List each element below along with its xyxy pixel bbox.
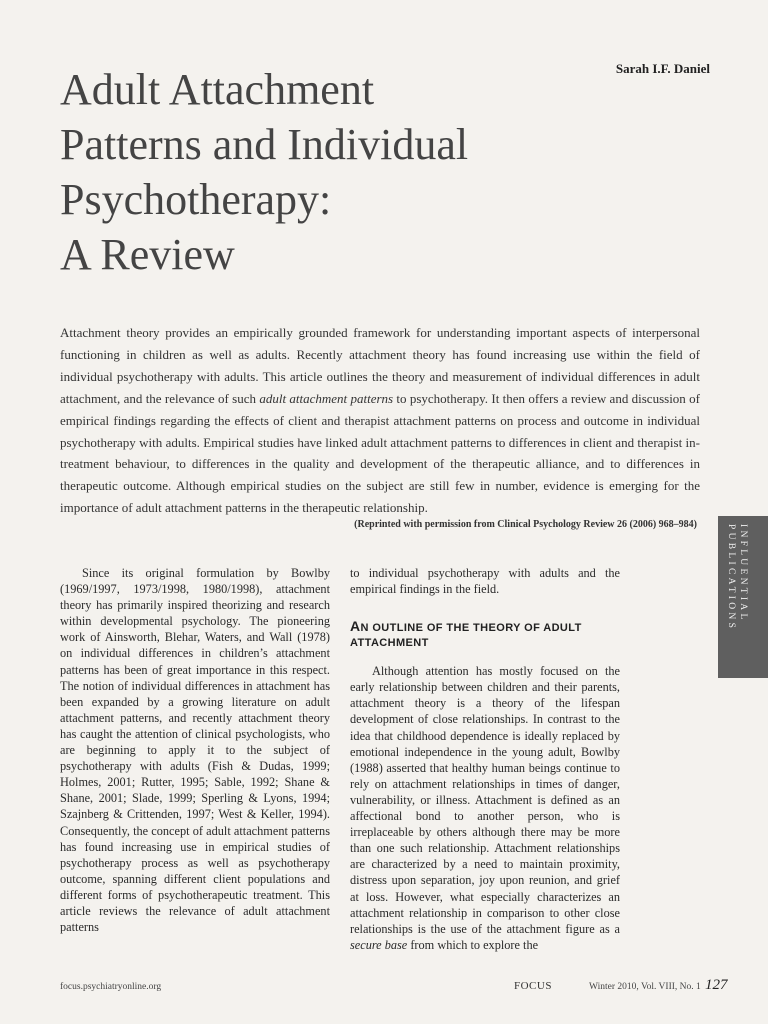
title-line-4: A Review (60, 230, 235, 279)
title-line-3: Psychotherapy: (60, 175, 332, 224)
section-heading-text: N OUTLINE OF THE THEORY OF ADULT ATTACHMENT (350, 622, 582, 650)
section-heading-initial: A (350, 618, 361, 635)
intro-paragraph: Since its original formulation by Bowlby (1969/1997, 1973/1998, 1980/1998), attachment theory has primarily inspired theorizing and research within developmental psychology. The pioneering work of Ainsworth, Blehar, Waters, and Wall (1978) on individual differences in children’s attachment patterns has been of great importance in this respect. The notion of individual differences in attachment has been expanded by a growing literature on adult attachment patterns, and recently attachment theory has caught the attention of clinical psychologists, who are beginning to apply it to the subject of psychotherapy with adults (Fish & Dudas, 1999; Holmes, 2001; Rutter, 1995; Sable, 1992; Shane & Shane, 2001; Slade, 1999; Sperling & Lyons, 1994; Szajnberg & Crittenden, 1997; West & Keller, 1994). Consequently, the concept of adult attachment patterns has found increasing use in empirical studies of psychotherapy process as well as psychotherapy outcome, spanning different client populations and different forms of psychotherapeutic treatment. This article reviews the relevance of adult attachment patterns (60, 566, 330, 935)
footer-journal-name: FOCUS (514, 980, 552, 992)
body-column-right (350, 565, 620, 953)
footer-issue: Winter 2010, Vol. VIII, No. 1 (589, 982, 701, 992)
side-tab-label (725, 524, 749, 631)
intro-continuation: to individual psychotherapy with adults and the empirical findings in the field. (350, 566, 620, 597)
page-number: 127 (705, 977, 728, 993)
side-tab-line-2: PUBLICATIONS (726, 524, 736, 632)
title-line-2: Patterns and Individual (60, 120, 469, 169)
body-column-left (60, 565, 330, 935)
abstract-text-part2: to psychotherapy. It then offers a review and discussion of empirical findings regarding the effects of client and therapist attachment patterns on process and outcome in individual psychotherapy with adults. Empirical studies have linked adult attachment patterns to differences in client and therapist in-treatment behaviour, to differences in the quality and development of the therapeutic alliance, and to differences in therapeutic outcome. Although empirical studies on the subject are still few in number, evidence is emerging for the importance of adult attachment patterns in the therapeutic relationship. (60, 390, 700, 516)
title-line-1: Adult Attachment (60, 65, 375, 114)
section-paragraph-text: Although attention has mostly focused on the early relationship between children and their parents, attachment theory is a theory of the lifespan development of close relationships. In contrast to the idea that childhood dependence is ideally replaced by emotional independence in the young adult, Bowlby (1988) asserted that healthy human beings continue to rely on attachment relationships in times of danger, vulnerability, or illness. Attachment is defined as an affectional bond to another person, who is irreplaceable by others although there may be more than one such relationship. Attachment relationships are characterized by a need to maintain proximity, distress upon separation, joy upon reunion, and grief at loss. However, what especially characterizes an attachment relationship in comparison to other close relationships is the use of the attachment figure as a (350, 664, 620, 936)
abstract-emphasis: adult attachment patterns (259, 390, 394, 406)
influential-publications-tab (718, 516, 768, 678)
section-paragraph-emphasis: secure base (350, 937, 408, 952)
abstract (60, 322, 700, 519)
section-paragraph (350, 663, 620, 953)
reprint-note: (Reprinted with permission from Clinical Psychology Review 26 (2006) 968–984) (354, 519, 697, 530)
article-title (60, 62, 580, 282)
section-paragraph-end: from which to explore the (407, 937, 539, 952)
side-tab-line-1: INFLUENTIAL (738, 524, 748, 623)
abstract-text-part1: Attachment theory provides an empirically grounded framework for understanding important aspects of interpersonal functioning in children as well as adults. Recently attachment theory has found increasing use within the field of individual psychotherapy with adults. This article outlines the theory and measurement of individual differences in adult attachment, and the relevance of such (60, 325, 700, 406)
section-heading (350, 619, 620, 651)
author-name: Sarah I.F. Daniel (615, 61, 710, 76)
footer-url: focus.psychiatryonline.org (60, 982, 162, 992)
